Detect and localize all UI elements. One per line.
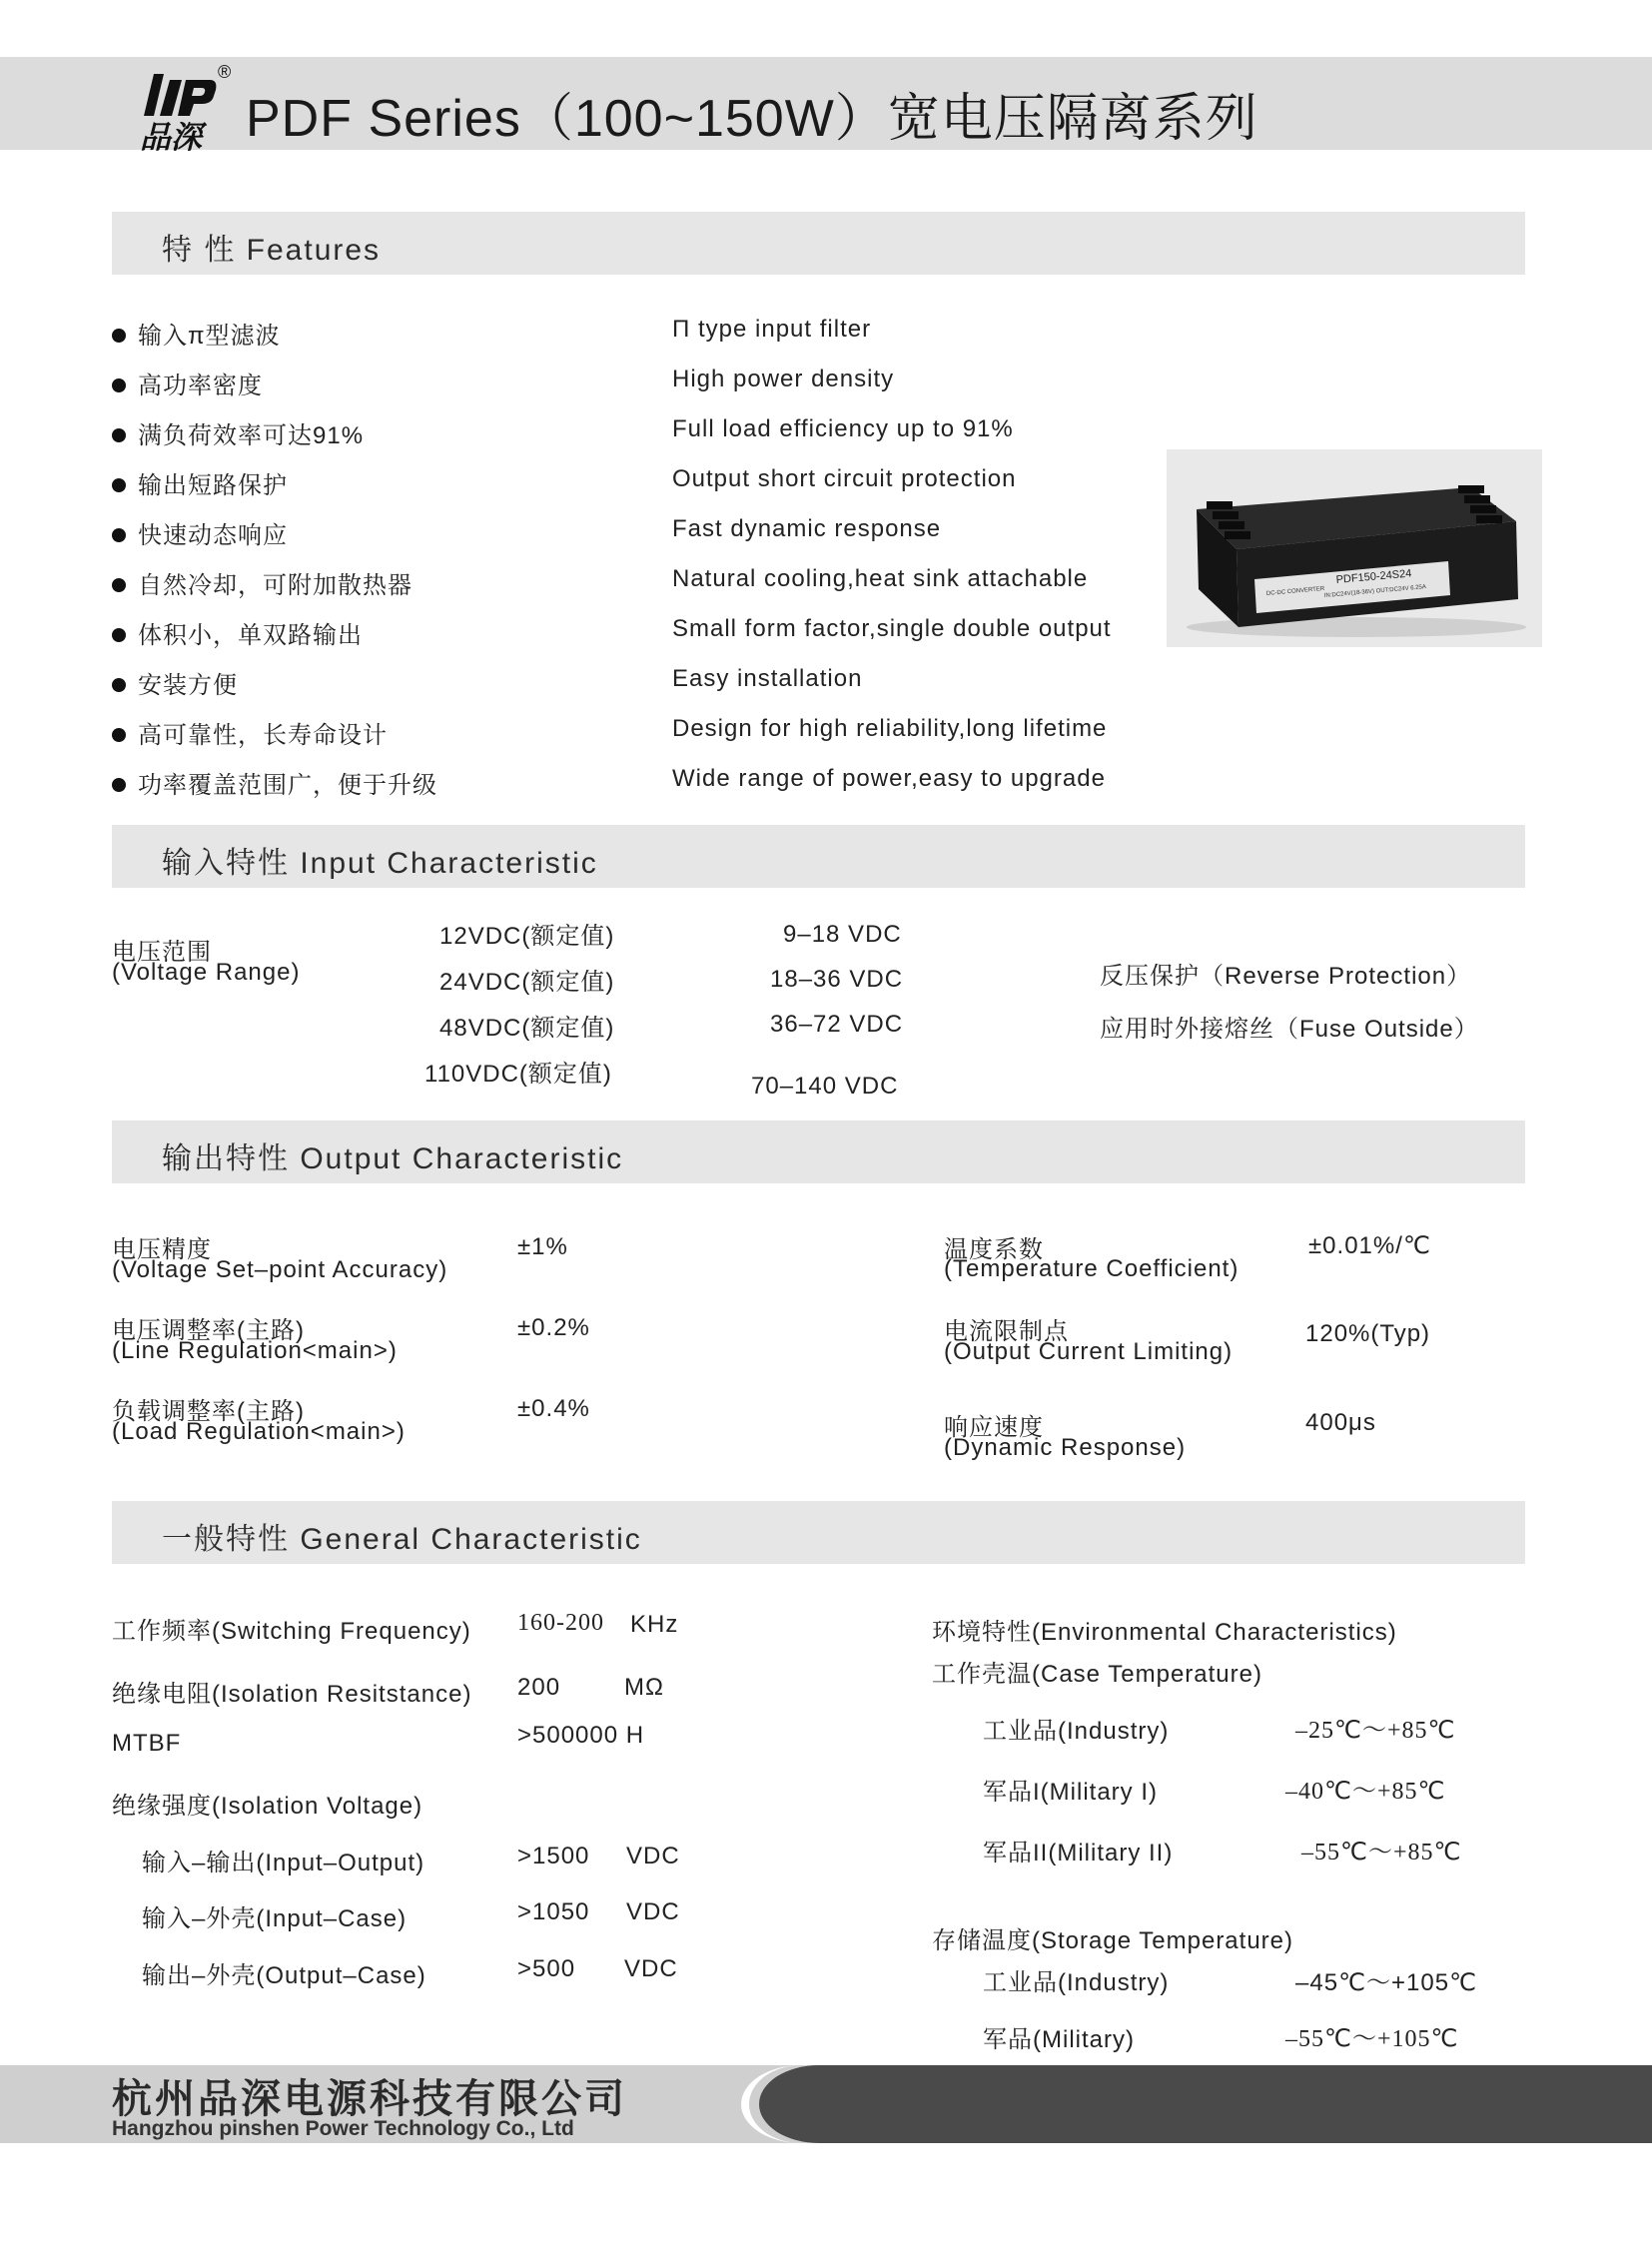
isolation-row-unit: VDC: [626, 1843, 680, 1869]
feature-item: [112, 366, 263, 400]
environmental-label: 环境特性(Environmental Characteristics): [932, 1619, 1397, 1646]
output-param-cn: 电压精度: [112, 1236, 212, 1263]
isolation-row-unit: VDC: [624, 1955, 678, 1982]
bullet-icon: [112, 778, 126, 792]
feature-item: [112, 465, 288, 500]
reverse-protection: 反压保护（Reverse Protection）: [1100, 963, 1472, 990]
feature-en: Output short circuit protection: [672, 465, 1017, 492]
nominal-voltage: 48VDC(额定值): [439, 1015, 615, 1042]
storage-temp-row-value: –55℃～+105℃: [1285, 2026, 1459, 2052]
feature-en: Π type input filter: [672, 316, 872, 343]
storage-temp-row-value: –45℃～+105℃: [1295, 1969, 1478, 1996]
case-temp-row-value: –55℃～+85℃: [1301, 1840, 1462, 1866]
features-title: 特 性 Features: [162, 234, 382, 267]
voltage-range-cn: 电压范围: [112, 939, 212, 966]
converter-module-image: [1167, 449, 1542, 647]
case-temperature-label: 工作壳温(Case Temperature): [932, 1661, 1262, 1688]
label-brand: DC-DC CONVERTER: [1265, 585, 1325, 597]
output-param-value: ±1%: [517, 1233, 568, 1260]
output-param-value: ±0.4%: [517, 1395, 590, 1422]
isolation-row-label: 输入–输出(Input–Output): [142, 1850, 425, 1876]
feature-en: Natural cooling,heat sink attachable: [672, 565, 1089, 592]
case-temp-row-value: –40℃～+85℃: [1285, 1779, 1446, 1805]
switching-frequency-label: 工作频率(Switching Frequency): [112, 1618, 471, 1645]
feature-en: Fast dynamic response: [672, 515, 942, 542]
label-model: PDF150-24S24: [1335, 567, 1412, 586]
isolation-row-label: 输出–外壳(Output–Case): [142, 1962, 426, 1989]
output-param-en: (Dynamic Response): [944, 1434, 1187, 1461]
registered-mark: ®: [218, 62, 232, 82]
features-section-header: [112, 212, 1525, 275]
nominal-voltage: 12VDC(额定值): [439, 923, 615, 950]
case-temp-row-label: 军品II(Military II): [983, 1840, 1174, 1867]
input-title: 输入特性 Input Characteristic: [162, 847, 598, 880]
company-name-cn: 杭州品深电源科技有限公司: [112, 2077, 627, 2121]
output-param-value: ±0.2%: [517, 1314, 590, 1341]
output-param-en: (Temperature Coefficient): [944, 1255, 1239, 1282]
isolation-row-unit: VDC: [626, 1898, 680, 1925]
output-param-cn: 电流限制点: [944, 1318, 1069, 1345]
output-param-value: ±0.01%/℃: [1308, 1232, 1431, 1259]
feature-cn: 自然冷却，可附加散热器: [138, 572, 413, 599]
feature-cn: 高可靠性，长寿命设计: [138, 722, 388, 749]
output-param-value: 400μs: [1305, 1409, 1376, 1436]
feature-item: [112, 615, 363, 650]
bullet-icon: [112, 728, 126, 742]
feature-en: Small form factor,single double output: [672, 615, 1112, 642]
fuse-outside: 应用时外接熔丝（Fuse Outside）: [1100, 1016, 1479, 1043]
feature-cn: 快速动态响应: [138, 522, 288, 549]
feature-item: [112, 715, 388, 750]
voltage-range-en: (Voltage Range): [112, 959, 301, 986]
mtbf-label: MTBF: [112, 1730, 182, 1757]
nominal-voltage: 24VDC(额定值): [439, 969, 615, 996]
page-title: PDF Series（100~150W）宽电压隔离系列: [246, 90, 1258, 148]
output-title: 输出特性 Output Characteristic: [162, 1142, 624, 1175]
output-param-en: (Output Current Limiting): [944, 1338, 1234, 1365]
storage-temp-row-label: 军品(Military): [983, 2026, 1135, 2053]
feature-en: Easy installation: [672, 665, 863, 692]
feature-cn: 体积小，单双路输出: [138, 622, 363, 649]
feature-cn: 输入π型滤波: [138, 323, 281, 350]
isolation-row-value: >500: [517, 1955, 576, 1982]
feature-en: Design for high reliability,long lifetime: [672, 715, 1108, 742]
brand-name-cn: 品深: [140, 120, 202, 155]
feature-cn: 功率覆盖范围广，便于升级: [138, 772, 437, 799]
bullet-icon: [112, 378, 126, 392]
isolation-row-label: 输入–外壳(Input–Case): [142, 1905, 408, 1932]
case-temp-row-value: –25℃～+85℃: [1295, 1718, 1456, 1744]
feature-cn: 高功率密度: [138, 373, 263, 399]
feature-item: [112, 665, 238, 700]
output-param-value: 120%(Typ): [1305, 1320, 1431, 1347]
label-spec: IN:DC24V(18-36V) OUT:DC24V 6.25A: [1323, 584, 1427, 599]
mtbf-value: >500000 H: [517, 1722, 645, 1749]
general-section-header: [112, 1501, 1525, 1564]
case-temp-row-label: 军品I(Military I): [983, 1779, 1158, 1806]
footer-dark-panel: [759, 2065, 1652, 2143]
feature-en: Wide range of power,easy to upgrade: [672, 765, 1106, 792]
output-section-header: [112, 1120, 1525, 1183]
bullet-icon: [112, 628, 126, 642]
isolation-voltage-label: 绝缘强度(Isolation Voltage): [112, 1793, 423, 1820]
output-param-cn: 响应速度: [944, 1414, 1044, 1441]
input-section-header: [112, 825, 1525, 888]
feature-item: [112, 515, 288, 550]
output-param-en: (Load Regulation<main>): [112, 1418, 406, 1445]
isolation-resistance-unit: MΩ: [624, 1674, 664, 1701]
bullet-icon: [112, 678, 126, 692]
isolation-row-value: >1500: [517, 1843, 590, 1869]
feature-cn: 安装方便: [138, 672, 238, 699]
feature-en: High power density: [672, 366, 895, 392]
product-photo: [1167, 449, 1542, 647]
voltage-range-value: 18–36 VDC: [770, 966, 904, 993]
output-param-cn: 电压调整率(主路): [112, 1317, 305, 1344]
feature-cn: 输出短路保护: [138, 472, 288, 499]
isolation-resistance-value: 200: [517, 1674, 561, 1701]
output-param-cn: 负载调整率(主路): [112, 1398, 305, 1425]
feature-en: Full load efficiency up to 91%: [672, 415, 1014, 442]
switching-frequency-value: 160-200: [517, 1610, 604, 1636]
case-temp-row-label: 工业品(Industry): [983, 1718, 1170, 1745]
feature-item: [112, 415, 364, 450]
general-title: 一般特性 General Characteristic: [162, 1523, 642, 1556]
storage-temp-row-label: 工业品(Industry): [983, 1969, 1170, 1996]
feature-item: [112, 316, 281, 351]
bullet-icon: [112, 428, 126, 442]
isolation-resistance-label: 绝缘电阻(Isolation Resitstance): [112, 1681, 472, 1708]
storage-temperature-label: 存储温度(Storage Temperature): [932, 1927, 1294, 1954]
company-name-en: Hangzhou pinshen Power Technology Co., Ltd: [112, 2117, 574, 2140]
bullet-icon: [112, 528, 126, 542]
voltage-range-value: 70–140 VDC: [751, 1073, 899, 1100]
voltage-range-value: 36–72 VDC: [770, 1011, 904, 1038]
output-param-en: (Voltage Set–point Accuracy): [112, 1256, 448, 1283]
bullet-icon: [112, 578, 126, 592]
switching-frequency-unit: KHz: [630, 1611, 679, 1638]
output-param-cn: 温度系数: [944, 1236, 1044, 1263]
feature-item: [112, 765, 437, 800]
nominal-voltage: 110VDC(额定值): [424, 1061, 612, 1088]
voltage-range-value: 9–18 VDC: [783, 921, 902, 948]
feature-cn: 满负荷效率可达91%: [138, 422, 365, 449]
feature-item: [112, 565, 413, 600]
output-param-en: (Line Regulation<main>): [112, 1337, 398, 1364]
bullet-icon: [112, 478, 126, 492]
bullet-icon: [112, 329, 126, 343]
isolation-row-value: >1050: [517, 1898, 590, 1925]
